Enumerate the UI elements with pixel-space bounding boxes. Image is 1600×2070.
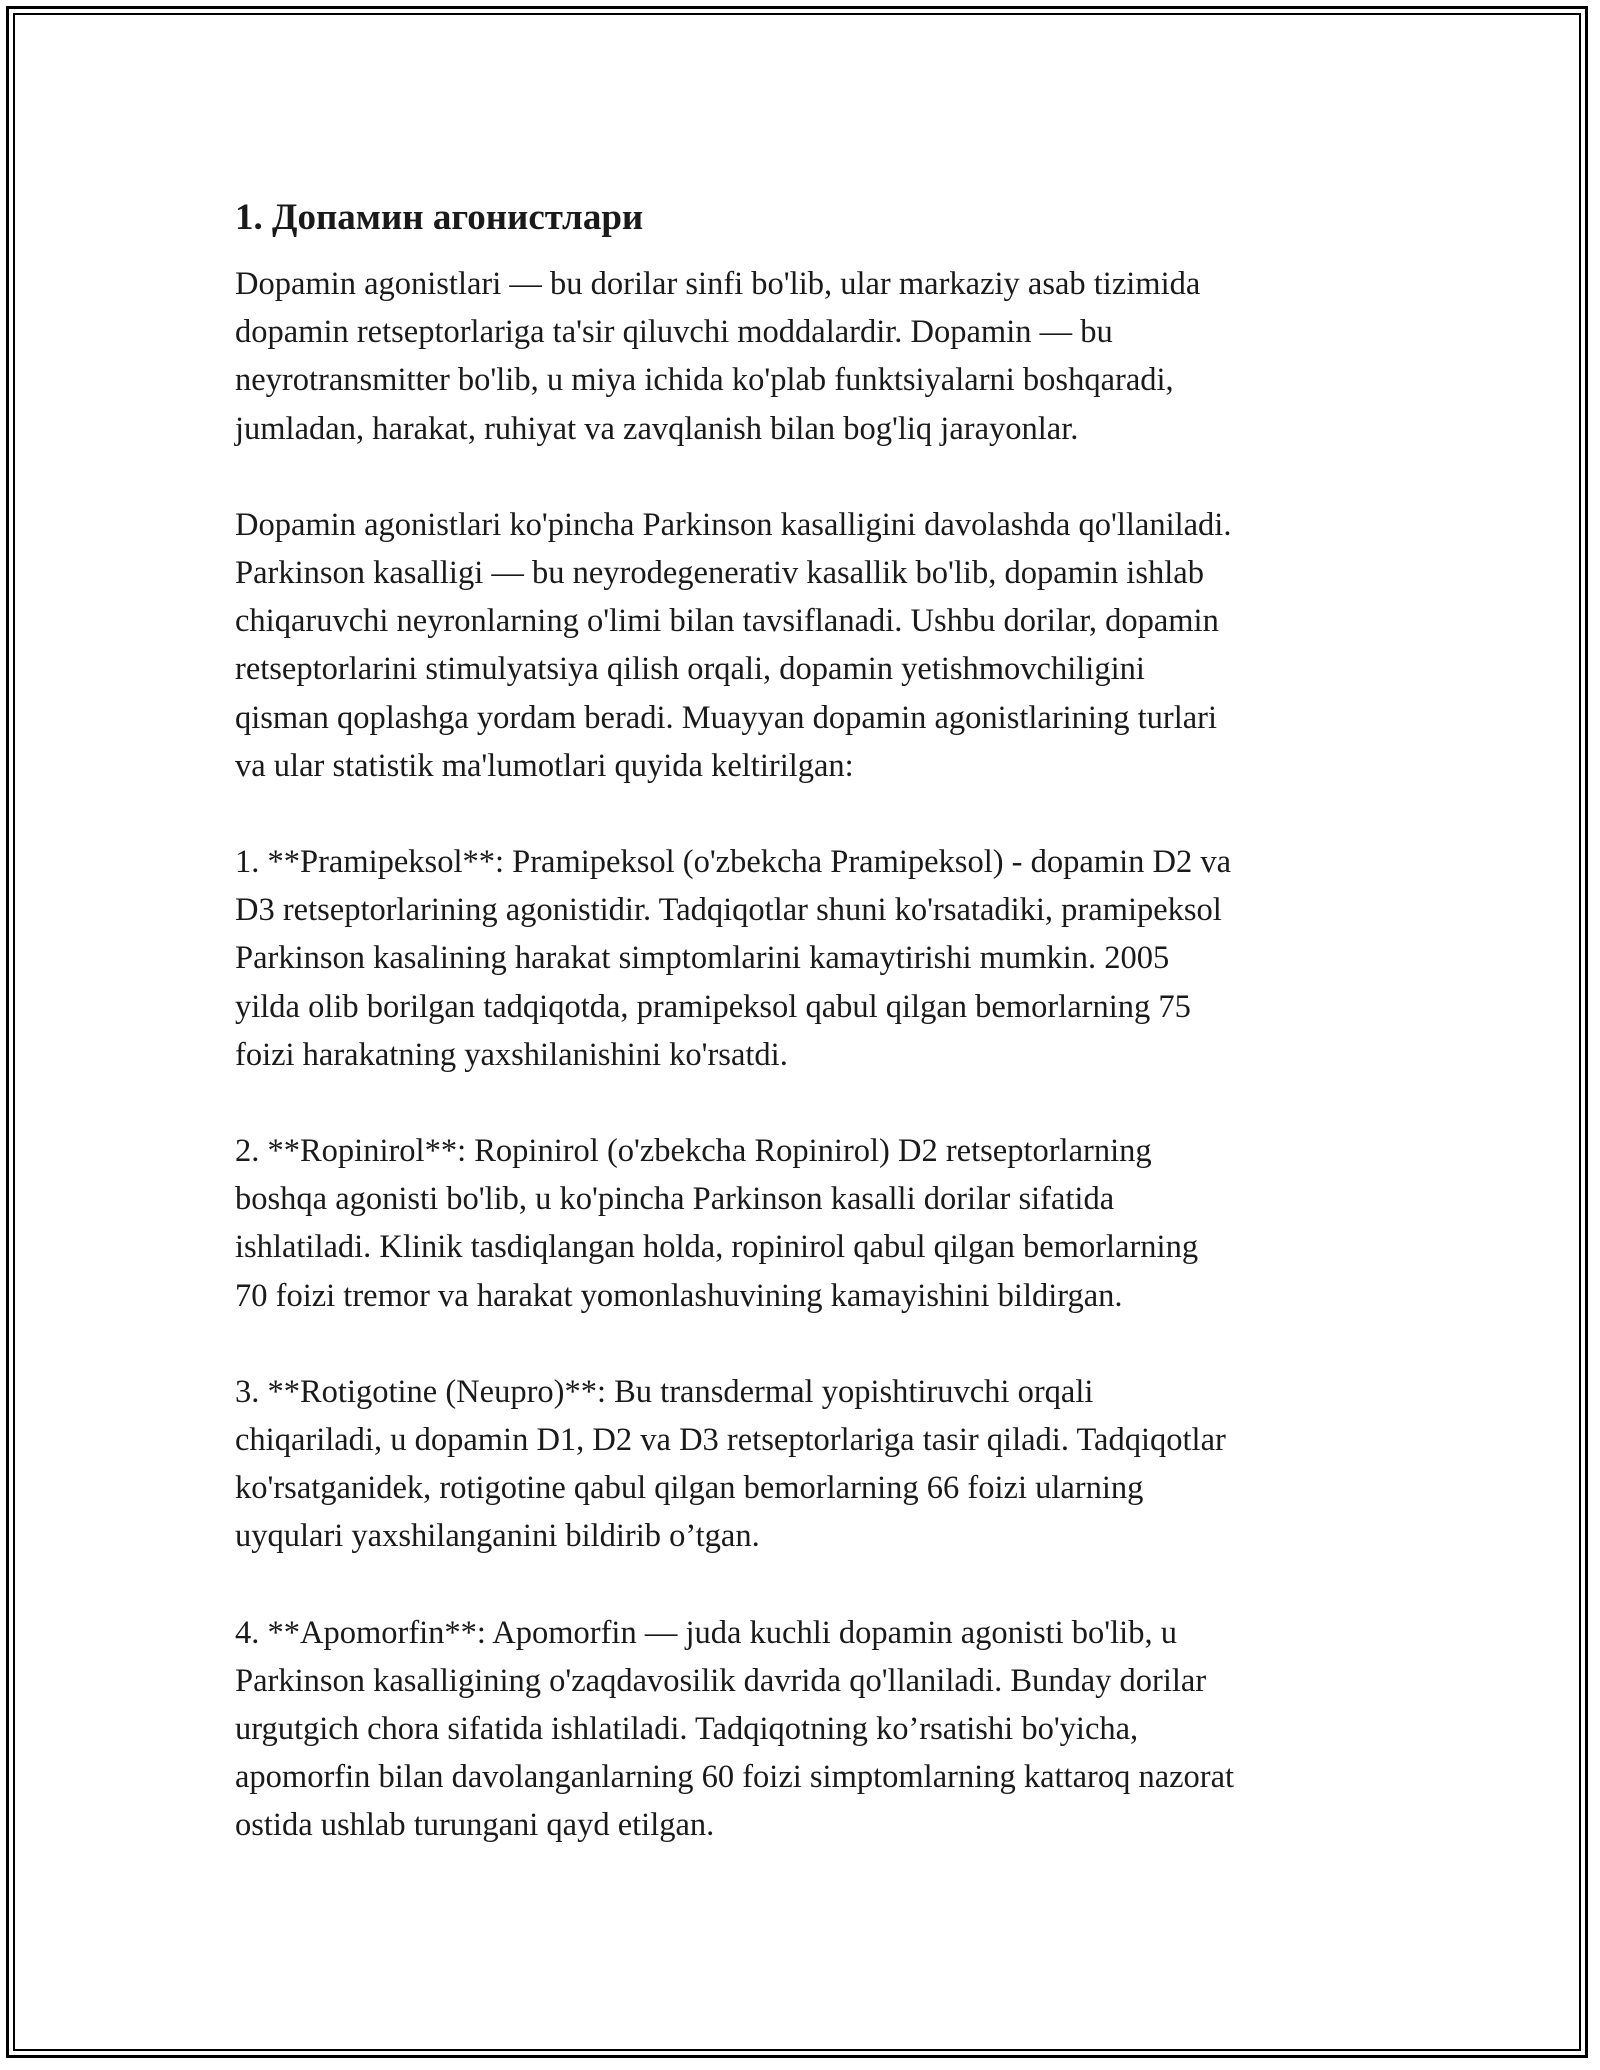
text-line: D3 retseptorlarining agonistidir. Tadqiqotlar shuni ko'rsatadiki, pramipeksol xyxy=(235,892,1222,929)
text-line: dopamin retseptorlariga ta'sir qiluvchi moddalardir. Dopamin — bu xyxy=(235,314,1113,351)
text-line: chiqaruvchi neyronlarning o'limi bilan tavsiflanadi. Ushbu dorilar, dopamin xyxy=(235,603,1219,640)
text-line: 4. **Apomorfin**: Apomorfin — juda kuchli dopamin agonisti bo'lib, u xyxy=(235,1614,1177,1651)
text-line: va ular statistik ma'lumotlari quyida keltirilgan: xyxy=(235,747,854,784)
text-line: ko'rsatganidek, rotigotine qabul qilgan bemorlarning 66 foizi ularning xyxy=(235,1470,1144,1507)
text-line: Parkinson kasalligi — bu neyrodegenerativ kasallik bo'lib, dopamin ishlab xyxy=(235,555,1204,592)
text-line: yilda olib borilgan tadqiqotda, pramipeksol qabul qilgan bemorlarning 75 xyxy=(235,988,1191,1025)
paragraph-parkinson xyxy=(235,501,1395,790)
text-line: retseptorlarini stimulyatsiya qilish orqali, dopamin yetishmovchiligini xyxy=(235,651,1145,688)
text-line: Parkinson kasalligining o'zaqdavosilik davrida qo'llaniladi. Bunday dorilar xyxy=(235,1662,1207,1699)
section-heading: 1. Допамин агонистлари xyxy=(235,197,644,238)
text-line: 2. **Ropinirol**: Ropinirol (o'zbekcha Ropinirol) D2 retseptorlarning xyxy=(235,1133,1152,1170)
text-line: uyqulari yaxshilanganini bildirib o’tgan. xyxy=(235,1518,760,1555)
text-line: 70 foizi tremor va harakat yomonlashuvining kamayishini bildirgan. xyxy=(235,1277,1123,1314)
text-line: chiqariladi, u dopamin D1, D2 va D3 retseptorlariga tasir qiladi. Tadqiqotlar xyxy=(235,1422,1226,1459)
text-line: jumladan, harakat, ruhiyat va zavqlanish bilan bog'liq jarayonlar. xyxy=(235,410,1079,447)
text-line: boshqa agonisti bo'lib, u ko'pincha Parkinson kasalli dorilar sifatida xyxy=(235,1181,1115,1218)
text-line: foizi harakatning yaxshilanishini ko'rsatdi. xyxy=(235,1036,788,1073)
paragraph-intro xyxy=(235,260,1395,453)
paragraph-apomorfin xyxy=(235,1609,1395,1850)
text-line: 3. **Rotigotine (Neupro)**: Bu transdermal yopishtiruvchi orqali xyxy=(235,1373,1094,1410)
paragraph-pramipeksol xyxy=(235,838,1395,1079)
text-line: 1. **Pramipeksol**: Pramipeksol (o'zbekcha Pramipeksol) - dopamin D2 va xyxy=(235,844,1232,881)
text-line: apomorfin bilan davolanganlarning 60 foizi simptomlarning kattaroq nazorat xyxy=(235,1759,1235,1796)
text-line: ostida ushlab turungani qayd etilgan. xyxy=(235,1807,715,1844)
text-line: ishlatiladi. Klinik tasdiqlangan holda, ropinirol qabul qilgan bemorlarning xyxy=(235,1229,1199,1266)
text-line: qisman qoplashga yordam beradi. Muayyan dopamin agonistlarining turlari xyxy=(235,699,1217,736)
text-line: urgutgich chora sifatida ishlatiladi. Tadqiqotning ko’rsatishi bo'yicha, xyxy=(235,1711,1139,1748)
text-line: Dopamin agonistlari ko'pincha Parkinson kasalligini davolashda qo'llaniladi. xyxy=(235,506,1232,543)
text-line: Dopamin agonistlari — bu dorilar sinfi bo'lib, ular markaziy asab tizimida xyxy=(235,266,1201,302)
paragraph-ropinirol xyxy=(235,1127,1395,1320)
paragraph-rotigotine xyxy=(235,1368,1395,1561)
document-body xyxy=(235,180,1395,1898)
text-line: neyrotransmitter bo'lib, u miya ichida ko'plab funktsiyalarni boshqaradi, xyxy=(235,362,1174,399)
text-line: Parkinson kasalining harakat simptomlarini kamaytirishi mumkin. 2005 xyxy=(235,940,1170,977)
